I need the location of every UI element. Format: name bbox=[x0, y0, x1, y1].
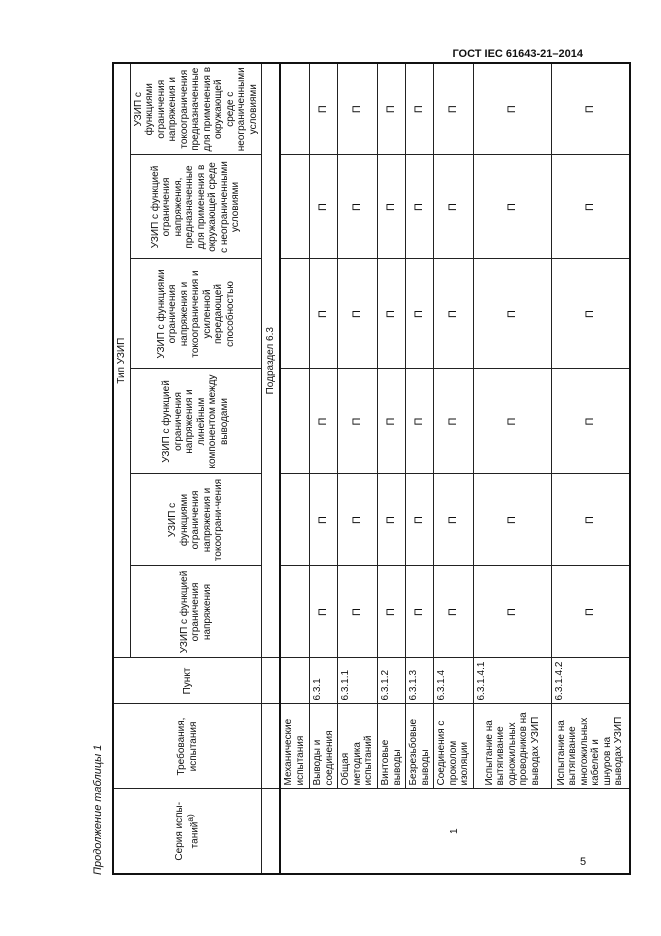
mark-cell: П bbox=[434, 474, 474, 566]
mark-cell: П bbox=[406, 63, 434, 155]
mark-cell: П bbox=[310, 155, 338, 259]
mark-cell bbox=[280, 474, 310, 566]
clause-cell: 6.3.1 bbox=[310, 658, 338, 704]
mark-cell: П bbox=[474, 155, 552, 259]
header-clause: Пункт bbox=[113, 658, 262, 704]
mark-cell bbox=[280, 369, 310, 474]
mark-cell: П bbox=[378, 155, 406, 259]
mark-cell: П bbox=[338, 155, 378, 259]
mark-cell: П bbox=[474, 369, 552, 474]
header-type: Тип УЗИП bbox=[113, 63, 130, 658]
requirement-cell: Винтовые выводы bbox=[378, 704, 406, 789]
subsection-empty-req bbox=[262, 704, 280, 789]
requirement-cell: Общая методика испытаний bbox=[338, 704, 378, 789]
mark-cell: П bbox=[434, 259, 474, 369]
mark-cell: П bbox=[310, 369, 338, 474]
requirement-cell: Испытание на вытягивание многожильных кабелей и шнуров на выводах УЗИП bbox=[552, 704, 630, 789]
mark-cell: П bbox=[310, 259, 338, 369]
header-series: Серия испы-таний$^{а)}$ bbox=[113, 789, 262, 874]
header-type-5: УЗИП с функцией ограничения напряжения, предназначенные для применения в окружающей среде с неограниченными условиями bbox=[130, 155, 262, 259]
mark-cell: П bbox=[338, 566, 378, 658]
mark-cell: П bbox=[552, 259, 630, 369]
requirement-cell: Соединения с проколом изоляции bbox=[434, 704, 474, 789]
header-requirements: Требования, испытания bbox=[113, 704, 262, 789]
mark-cell: П bbox=[434, 369, 474, 474]
mark-cell: П bbox=[406, 155, 434, 259]
mark-cell bbox=[280, 259, 310, 369]
series-cell: 1 bbox=[280, 789, 630, 874]
mark-cell: П bbox=[552, 566, 630, 658]
mark-cell: П bbox=[552, 63, 630, 155]
requirements-table-rotated bbox=[112, 64, 625, 875]
mark-cell: П bbox=[406, 259, 434, 369]
header-type-1: УЗИП с функцией ограничения напряжения bbox=[130, 566, 262, 658]
requirements-table bbox=[112, 62, 631, 875]
clause-cell: 6.3.1.4 bbox=[434, 658, 474, 704]
header-type-6: УЗИП с функциями ограничения напряжения и токоограничения предназначенные для применения в окружающей среде с неограниченными условиями bbox=[130, 63, 262, 155]
mark-cell: П bbox=[310, 63, 338, 155]
mark-cell: П bbox=[552, 474, 630, 566]
mark-cell: П bbox=[552, 155, 630, 259]
mark-cell: П bbox=[474, 474, 552, 566]
header-type-2: УЗИП с функциями ограничения напряжения и токоограни-чения bbox=[130, 474, 262, 566]
mark-cell: П bbox=[338, 259, 378, 369]
mark-cell: П bbox=[338, 63, 378, 155]
mark-cell: П bbox=[434, 63, 474, 155]
mark-cell: П bbox=[378, 474, 406, 566]
mark-cell: П bbox=[378, 566, 406, 658]
subsection-empty-series bbox=[262, 789, 280, 874]
mark-cell: П bbox=[378, 259, 406, 369]
clause-cell: 6.3.1.1 bbox=[338, 658, 378, 704]
mark-cell: П bbox=[406, 369, 434, 474]
mark-cell: П bbox=[552, 369, 630, 474]
requirement-cell: Выводы и соединения bbox=[310, 704, 338, 789]
clause-cell: 6.3.1.2 bbox=[378, 658, 406, 704]
mark-cell: П bbox=[474, 259, 552, 369]
mark-cell: П bbox=[474, 63, 552, 155]
table-continuation-caption: Продолжение таблицы 1 bbox=[92, 744, 104, 875]
mark-cell: П bbox=[406, 474, 434, 566]
mark-cell: П bbox=[310, 566, 338, 658]
mark-cell: П bbox=[338, 474, 378, 566]
page-number: 5 bbox=[580, 856, 587, 868]
subsection-empty-clause bbox=[262, 658, 280, 704]
header-type-4: УЗИП с функциями ограничения напряжения и токоограничения и усиленной передающей способностью bbox=[130, 259, 262, 369]
mark-cell bbox=[280, 63, 310, 155]
header-type-3: УЗИП с функцией ограничения напряжения и линейным компонентом между выводами bbox=[130, 369, 262, 474]
mark-cell: П bbox=[474, 566, 552, 658]
clause-cell bbox=[280, 658, 310, 704]
requirement-cell: Безрезьбовые выводы bbox=[406, 704, 434, 789]
mark-cell bbox=[280, 155, 310, 259]
clause-cell: 6.3.1.4.2 bbox=[552, 658, 630, 704]
mark-cell: П bbox=[434, 155, 474, 259]
subsection-label: Подраздел 6.3 bbox=[262, 63, 280, 658]
mark-cell: П bbox=[338, 369, 378, 474]
mark-cell: П bbox=[406, 566, 434, 658]
mark-cell bbox=[280, 566, 310, 658]
requirement-cell: Механические испытания bbox=[280, 704, 310, 789]
requirement-cell: Испытание на вытягивание одножильных проводников на выводах УЗИП bbox=[474, 704, 552, 789]
mark-cell: П bbox=[434, 566, 474, 658]
standard-designation: ГОСТ IEC 61643-21–2014 bbox=[452, 48, 583, 60]
mark-cell: П bbox=[378, 63, 406, 155]
clause-cell: 6.3.1.3 bbox=[406, 658, 434, 704]
mark-cell: П bbox=[310, 474, 338, 566]
mark-cell: П bbox=[378, 369, 406, 474]
clause-cell: 6.3.1.4.1 bbox=[474, 658, 552, 704]
